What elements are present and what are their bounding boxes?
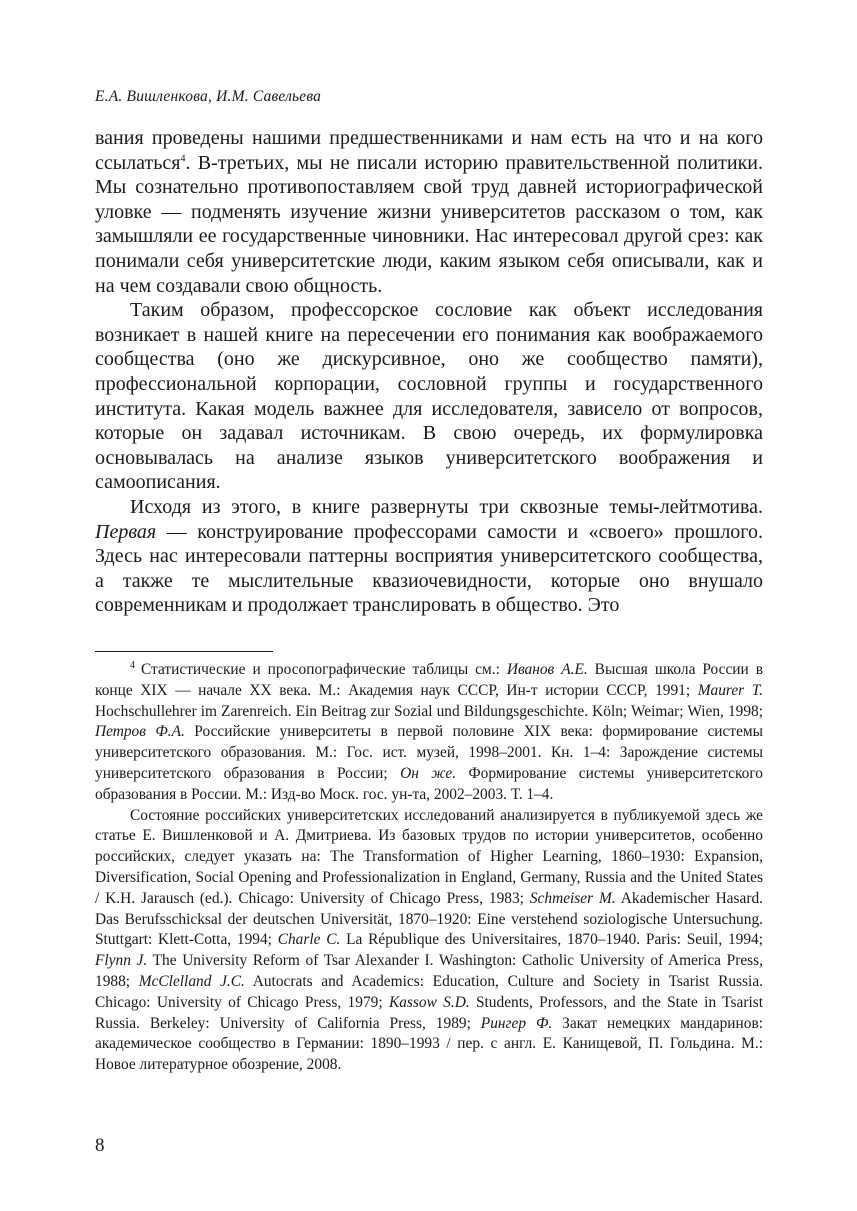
paragraph-3 [95, 495, 763, 618]
footnote-text: Статистические и просопографические таблицы см.: [141, 661, 507, 678]
paragraph-1 [95, 126, 763, 298]
footnote-separator [95, 651, 273, 652]
paragraph-2: Таким образом, профессорское сословие как объект исследования возникает в нашей книге на пересечении его понимания как воображаемого сообщества (оно же дискурсивное, оно же сообщество памяти), профессиональной корпорации, сословной группы и государственного института. Какая модель важнее для исследователя, зависело от вопросов, которые он задавал источникам. В свою очередь, их формулировка основывалась на анализе языков университетского воображения и самоописания. [95, 299, 763, 494]
page-number: 8 [95, 1135, 105, 1156]
paragraph-1-text: вания проведены нашими предшественниками и нам есть на что и на кого ссылаться [95, 127, 763, 174]
footnote-author: Он же. [400, 764, 457, 782]
footnote-author: Петров Ф.А. [95, 723, 185, 741]
paragraph-3-lead: Исходя из этого, в книге развернуты три сквозные темы-лейтмотива. [130, 495, 763, 518]
footnote-author: Schmeiser M. [529, 889, 616, 907]
footnote-text: Закат немецких мандаринов: академическое сообщество в Германии: 1890–1993 / пер. с англ. Е. Канищевой, П. Гольдина. М.: Новое литературное обозрение, 2008. [95, 1014, 763, 1074]
paragraph-1-text-cont: . В-третьих, мы не писали историю правительственной политики. Мы сознательно противопоставляем свой труд давней историографической уловке — подменять изучение жизни университетов рассказом о том, как замышляли ее государственные чиновники. Нас интересовал другой срез: как понимали себя университетские люди, каким языком себя описывали, как и на чем создавали свою общность. [95, 151, 763, 297]
book-page [95, 0, 763, 1211]
main-text [95, 126, 763, 618]
footnote-author: Maurer T. [697, 681, 763, 699]
footnote-author: Kassow S.D. [388, 993, 470, 1011]
footnote-4 [95, 660, 763, 806]
footnote-text: Akademischer Hasard. Das Berufsschicksal der deutschen Universität, 1870–1920: Eine verstehend soziologische Untersuchung. Stuttgart: Klett-Cotta, 1994; [95, 889, 764, 949]
footnote-mark: 4 [130, 659, 135, 671]
footnotes [95, 660, 763, 1076]
footnote-author: Иванов А.Е. [506, 661, 588, 678]
running-head: Е.А. Вишленкова, И.М. Савельева [95, 88, 322, 105]
footnote-reference[interactable]: 4 [180, 152, 186, 164]
footnote-text: Высшая школа России в конце XIX — начале XX века. М.: Академия наук СССР, Ин-т истории СССР, 1991; [95, 661, 763, 699]
footnote-author: Рингер Ф. [480, 1014, 553, 1032]
footnote-author: McClelland J.C. [138, 972, 245, 990]
footnote-text: Российские университеты в первой половине XIX века: формирование системы университетского образования. М.: Гос. ист. музей, 1998–2001. Кн. 1–4: Зарождение системы университетского образования в России; [95, 723, 763, 782]
footnote-author: Flynn J. [95, 952, 148, 970]
footnote-text: Состояние российских университетских исследований анализируется в публикуемой здесь же статье Е. Вишленковой и А. Дмитриева. Из базовых трудов по истории университетов, особенно российских, следует указать на: The Transformation of Higher Learning, 1860–1930: Expansion, Diversification, Social Opening and Professionalization in England, Germany, Russia and the United States / K.H. Jarausch (ed.). Chicago: University of Chicago Press, 1983; [95, 806, 763, 907]
footnote-text: Hochschullehrer im Zarenreich. Ein Beitrag zur Sozial und Bildungsgeschichte. Köln; Weimar; Wien, 1998; [95, 702, 763, 720]
footnote-4-continuation [95, 806, 763, 1076]
footnote-text: Формирование системы университетского образования в России. М.: Изд-во Моск. гос. ун-та, 2002–2003. Т. 1–4. [95, 764, 763, 803]
footnote-text: Autocrats and Academics: Education, Culture and Society in Tsarist Russia. Chicago: University of Chicago Press, 1979; [95, 972, 763, 1011]
footnote-author: Charle C. [277, 931, 341, 949]
paragraph-3-rest: — конструирование профессорами самости и «своего» прошлого. Здесь нас интересовали паттерны восприятия университетского сообщества, а также те мыслительные квазиочевидности, которые оно внушало современникам и продолжает транслировать в общество. Это [95, 520, 763, 617]
paragraph-3-first-label: Первая [95, 520, 157, 543]
footnote-text: The University Reform of Tsar Alexander I. Washington: Catholic University of America Press, 1988; [95, 952, 763, 990]
footnote-text: La République des Universitaires, 1870–1940. Paris: Seuil, 1994; [340, 931, 763, 949]
footnote-text: Students, Professors, and the State in Tsarist Russia. Berkeley: University of California Press, 1989; [95, 993, 763, 1032]
